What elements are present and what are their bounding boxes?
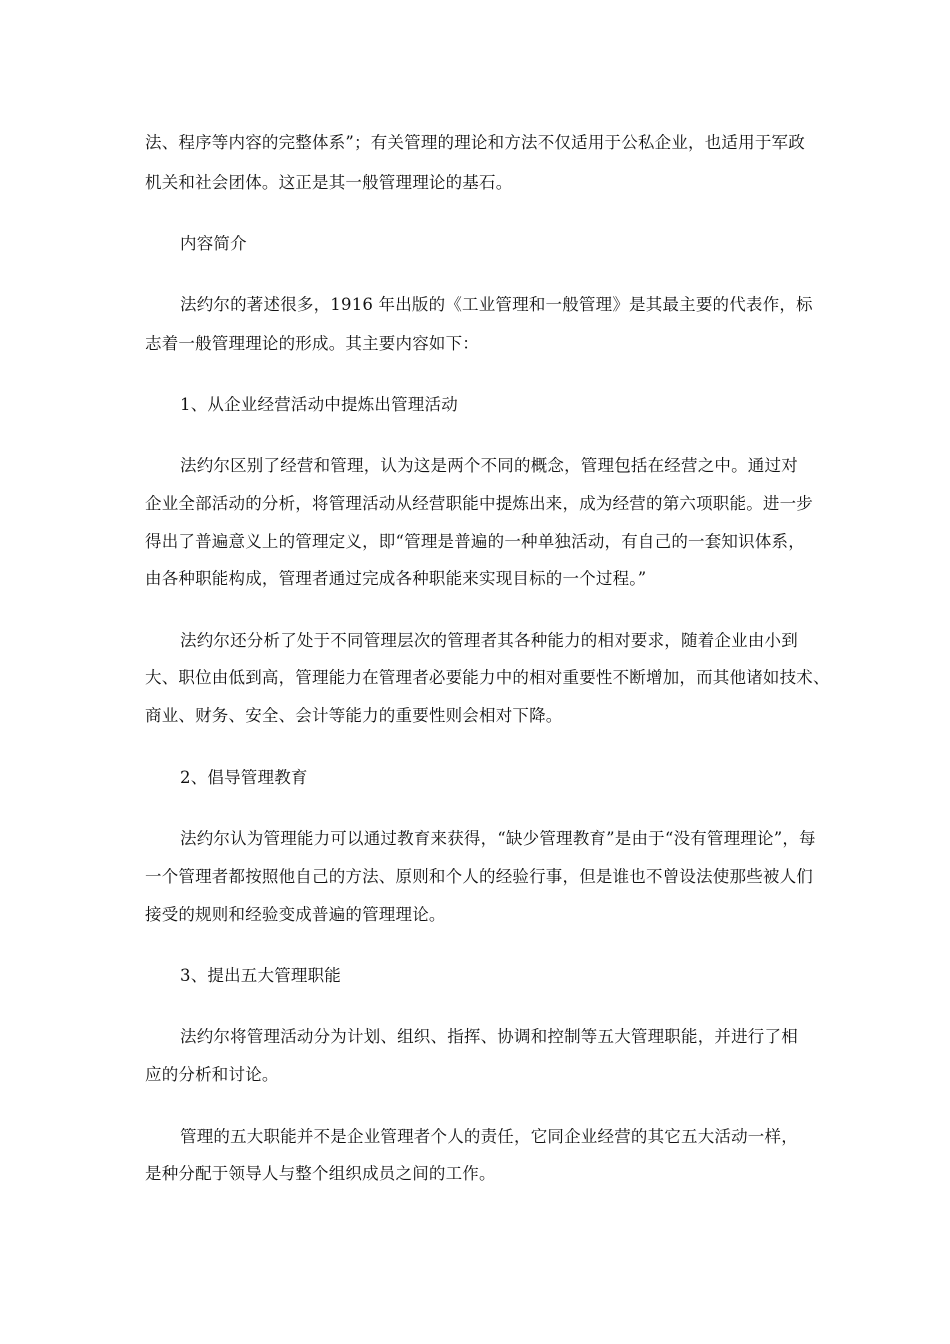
paragraph-line: 商业、财务、安全、会计等能力的重要性则会相对下降。 [145,706,563,725]
section-heading: 2、倡导管理教育 [180,768,308,787]
paragraph-line: 大、职位由低到高，管理能力在管理者必要能力中的相对重要性不断增加，而其他诸如技术、 [145,668,830,687]
paragraph-line: 法约尔将管理活动分为计划、组织、指挥、协调和控制等五大管理职能，并进行了相 [180,1027,798,1046]
paragraph-line: 法、程序等内容的完整体系”；有关管理的理论和方法不仅适用于公私企业，也适用于军政 [145,133,805,152]
paragraph-line: 得出了普遍意义上的管理定义，即“管理是普遍的一种单独活动，有自己的一套知识体系， [145,532,805,551]
paragraph-line: 接受的规则和经验变成普遍的管理理论。 [145,905,446,924]
section-heading: 3、提出五大管理职能 [180,966,341,985]
paragraph-line: 由各种职能构成，管理者通过完成各种职能来实现目标的一个过程。” [145,569,647,588]
paragraph-line: 是种分配于领导人与整个组织成员之间的工作。 [145,1164,496,1183]
paragraph-line: 管理的五大职能并不是企业管理者个人的责任，它同企业经营的其它五大活动一样， [180,1127,798,1146]
paragraph-line: 应的分析和讨论。 [145,1065,279,1084]
paragraph-line: 法约尔认为管理能力可以通过教育来获得，“缺少管理教育”是由于“没有管理理论”，每 [180,829,816,848]
paragraph-line: 志着一般管理理论的形成。其主要内容如下： [145,334,479,353]
section-heading: 1、从企业经营活动中提炼出管理活动 [180,395,458,414]
paragraph-line: 法约尔区别了经营和管理，认为这是两个不同的概念，管理包括在经营之中。通过对 [180,456,798,475]
paragraph-line: 企业全部活动的分析，将管理活动从经营职能中提炼出来，成为经营的第六项职能。进一步 [145,494,813,513]
paragraph-line: 一个管理者都按照他自己的方法、原则和个人的经验行事，但是谁也不曾设法使那些被人们 [145,867,813,886]
paragraph-line: 法约尔的著述很多，1916 年出版的《工业管理和一般管理》是其最主要的代表作，标 [180,295,813,314]
paragraph-line: 机关和社会团体。这正是其一般管理理论的基石。 [145,173,513,192]
section-heading: 内容简介 [180,234,247,253]
paragraph-line: 法约尔还分析了处于不同管理层次的管理者其各种能力的相对要求，随着企业由小到 [180,631,798,650]
